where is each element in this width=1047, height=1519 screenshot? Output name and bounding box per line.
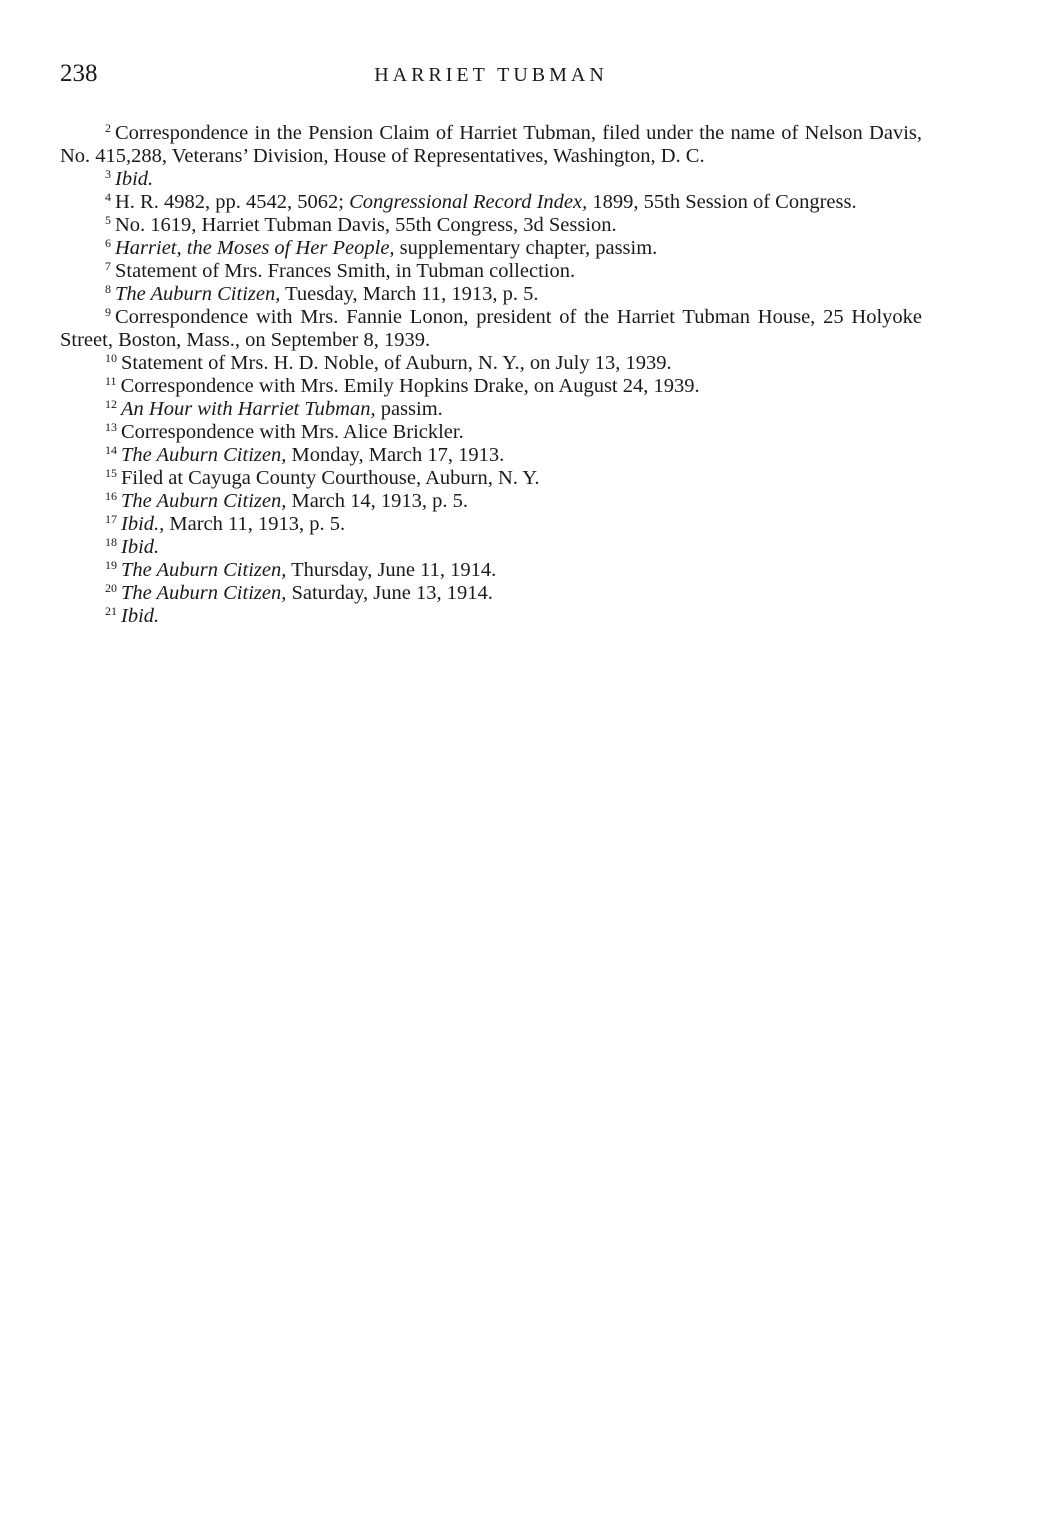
footnote-number: 12 [105,397,117,411]
footnote-16 [60,490,922,513]
footnote-text: Correspondence in the Pension Claim of Harriet Tubman, filed under the name of Nelson Davis, No. 415,288, Veterans’ Division, House of Representatives, Washington, D. C. [60,122,922,167]
footnote-8 [60,283,922,306]
footnote-text: No. 1619, Harriet Tubman Davis, 55th Congress, 3d Session. [115,214,617,236]
footnote-number: 11 [105,374,117,388]
footnote-title-italic: The Auburn Citizen, [121,490,287,512]
footnote-3 [60,168,922,191]
footnote-text: Filed at Cayuga County Courthouse, Auburn, N. Y. [121,467,540,489]
footnote-title-italic: Ibid. [121,605,160,627]
footnote-5 [60,214,922,237]
footnote-11 [60,375,922,398]
footnote-text: Monday, March 17, 1913. [286,444,505,466]
footnote-title-italic: Harriet, the Moses of Her People, [115,237,395,259]
footnote-number: 15 [105,466,117,480]
footnote-title-italic: Congressional Record Index, [349,191,588,213]
footnote-text: March 14, 1913, p. 5. [286,490,468,512]
footnote-number: 14 [105,443,117,457]
footnote-text: March 11, 1913, p. 5. [164,513,346,535]
footnote-number: 18 [105,535,117,549]
footnote-title-italic: The Auburn Citizen, [121,444,287,466]
footnotes-list [60,122,922,628]
footnote-text: passim. [375,398,443,420]
footnote-7 [60,260,922,283]
footnote-17 [60,513,922,536]
footnote-number: 16 [105,489,117,503]
footnote-text: Thursday, June 11, 1914. [286,559,497,581]
footnote-title-italic: The Auburn Citizen, [121,582,287,604]
footnote-text: Correspondence with Mrs. Emily Hopkins Drake, on August 24, 1939. [120,375,700,397]
footnote-text: Tuesday, March 11, 1913, p. 5. [280,283,539,305]
footnote-title-italic: An Hour with Harriet Tubman, [121,398,376,420]
footnote-13 [60,421,922,444]
footnote-number: 8 [105,282,111,296]
footnote-text: supplementary chapter, passim. [394,237,658,259]
footnote-20 [60,582,922,605]
footnote-number: 20 [105,581,117,595]
footnote-text: Statement of Mrs. H. D. Noble, of Auburn, N. Y., on July 13, 1939. [121,352,672,374]
footnote-number: 7 [105,259,111,273]
footnote-number: 3 [105,167,111,181]
footnote-text: H. R. 4982, pp. 4542, 5062; [115,191,350,213]
footnote-title-italic: Ibid. [115,168,154,190]
footnote-2 [60,122,922,168]
footnote-12 [60,398,922,421]
footnote-10 [60,352,922,375]
footnote-text: Saturday, June 13, 1914. [286,582,493,604]
footnote-title-italic: The Auburn Citizen, [121,559,287,581]
footnote-text: 1899, 55th Session of Congress. [587,191,857,213]
footnote-9 [60,306,922,352]
footnote-number: 5 [105,213,111,227]
footnote-text: Statement of Mrs. Frances Smith, in Tubman collection. [115,260,576,282]
footnote-title-italic: Ibid. [121,536,160,558]
footnote-15 [60,467,922,490]
footnote-21 [60,605,922,628]
footnote-number: 4 [105,190,111,204]
running-head: HARRIET TUBMAN [374,64,608,86]
footnote-18 [60,536,922,559]
footnote-14 [60,444,922,467]
footnote-number: 17 [105,512,117,526]
page-number: 238 [60,60,98,87]
footnote-6 [60,237,922,260]
footnote-number: 6 [105,236,111,250]
footnote-title-italic: The Auburn Citizen, [115,283,281,305]
footnote-title-italic: Ibid., [121,513,165,535]
footnote-number: 19 [105,558,117,572]
footnote-4 [60,191,922,214]
footnote-number: 21 [105,604,117,618]
footnote-text: Correspondence with Mrs. Alice Brickler. [121,421,464,443]
footnote-19 [60,559,922,582]
footnote-number: 2 [105,121,111,135]
footnote-text: Correspondence with Mrs. Fannie Lonon, president of the Harriet Tubman House, 25 Holyoke Street, Boston, Mass., on September 8, 1939. [60,306,922,351]
footnote-number: 13 [105,420,117,434]
footnote-number: 9 [105,305,111,319]
page-header [60,58,922,94]
footnote-number: 10 [105,351,117,365]
